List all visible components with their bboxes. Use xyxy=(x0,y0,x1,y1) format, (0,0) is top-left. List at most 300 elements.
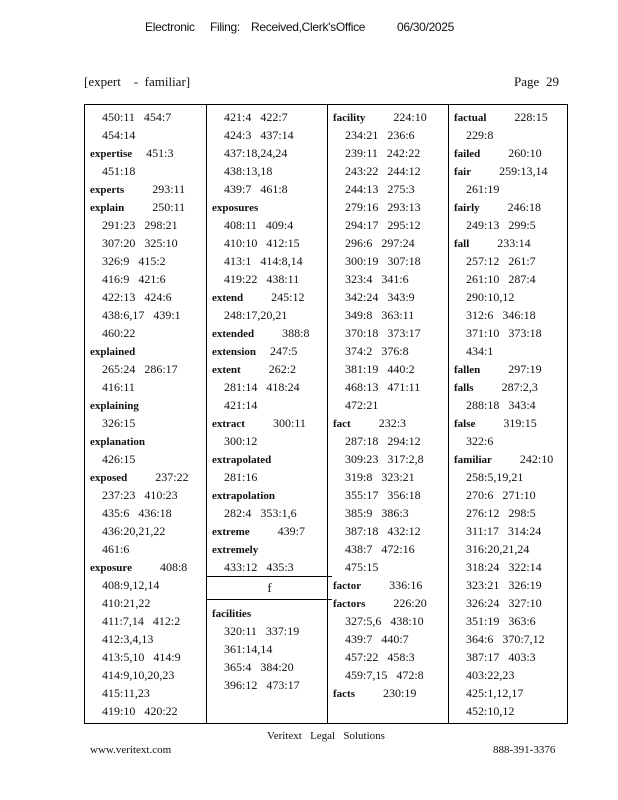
index-term-line xyxy=(333,576,448,594)
page-line-reference: 260:10 xyxy=(508,146,542,160)
index-term: exposure xyxy=(90,562,132,574)
footer-website: www.veritext.com xyxy=(90,744,172,756)
index-reference-line xyxy=(454,288,567,306)
index-term: extent xyxy=(212,364,241,376)
page-line-reference: 279:16 293:13 xyxy=(345,200,421,214)
index-term-line xyxy=(212,288,327,306)
page-line-reference: 294:17 295:12 xyxy=(345,218,421,232)
index-reference-line xyxy=(454,648,567,666)
index-reference-line xyxy=(90,612,206,630)
page-line-reference: 408:8 xyxy=(159,560,188,574)
index-reference-line xyxy=(90,702,206,720)
page-line-reference: 296:6 297:24 xyxy=(345,236,415,250)
index-term: factors xyxy=(333,598,366,610)
page-number: 29 xyxy=(546,74,559,89)
index-reference-line xyxy=(454,594,567,612)
page-line-reference: 248:17,20,21 xyxy=(224,308,288,322)
index-reference-line xyxy=(333,234,448,252)
index-reference-line xyxy=(454,558,567,576)
page-line-reference: 288:18 343:4 xyxy=(466,398,536,412)
index-term-line xyxy=(90,558,206,576)
index-term-line xyxy=(454,378,567,396)
index-term: expertise xyxy=(90,148,133,160)
page-line-reference: 258:5,19,21 xyxy=(466,470,524,484)
index-term: extrapolated xyxy=(212,454,272,466)
page-line-reference: 436:20,21,22 xyxy=(102,524,166,538)
index-range: [expert - familiar] xyxy=(84,74,191,89)
page-line-reference: 316:20,21,24 xyxy=(466,542,530,556)
index-term-line xyxy=(333,108,448,126)
index-term: extrapolation xyxy=(212,490,275,502)
page-line-reference: 434:1 xyxy=(466,344,494,358)
index-term: factor xyxy=(333,580,362,592)
page-line-reference: 281:16 xyxy=(224,470,258,484)
index-reference-line xyxy=(333,432,448,450)
page-line-reference: 320:11 337:19 xyxy=(224,624,300,638)
index-reference-line xyxy=(212,126,327,144)
index-term-line xyxy=(212,486,327,504)
page-line-reference: 327:5,6 438:10 xyxy=(345,614,424,628)
index-reference-line xyxy=(212,640,327,658)
page-line-reference: 416:9 421:6 xyxy=(102,272,166,286)
page-line-reference: 387:18 432:12 xyxy=(345,524,421,538)
index-reference-line xyxy=(212,676,327,694)
page-line-reference: 421:14 xyxy=(224,398,258,412)
index-reference-line xyxy=(90,306,206,324)
index-column-3 xyxy=(327,105,448,723)
index-reference-line xyxy=(454,630,567,648)
index-term-line xyxy=(212,414,327,432)
index-term: familiar xyxy=(454,454,492,466)
index-term: experts xyxy=(90,184,125,196)
index-term: facts xyxy=(333,688,355,700)
index-reference-line xyxy=(454,702,567,720)
page-line-reference: 371:10 373:18 xyxy=(466,326,542,340)
page-line-reference: 439:7 xyxy=(277,524,306,538)
page-line-reference: 413:1 414:8,14 xyxy=(224,254,303,268)
footer-company: Veritext Legal Solutions xyxy=(267,730,385,742)
page-line-reference: 438:7 472:16 xyxy=(345,542,415,556)
index-term-line xyxy=(454,414,567,432)
index-reference-line xyxy=(90,684,206,702)
index-term: fairly xyxy=(454,202,480,214)
index-term: fallen xyxy=(454,364,481,376)
page-line-reference: 365:4 384:20 xyxy=(224,660,294,674)
page-line-reference: 459:7,15 472:8 xyxy=(345,668,424,682)
index-reference-line xyxy=(90,522,206,540)
index-term-line xyxy=(212,522,327,540)
index-term-line xyxy=(90,468,206,486)
index-reference-line xyxy=(333,396,448,414)
index-term-line xyxy=(212,604,327,622)
stamp-received: Received,Clerk'sOffice xyxy=(251,20,366,34)
index-reference-line xyxy=(212,234,327,252)
page-line-reference: 452:10,12 xyxy=(466,704,515,718)
page-line-reference: 291:23 298:21 xyxy=(102,218,178,232)
page-line-reference: 451:18 xyxy=(102,164,136,178)
index-term-line xyxy=(333,684,448,702)
page-line-reference: 270:6 271:10 xyxy=(466,488,536,502)
page-line-reference: 311:17 314:24 xyxy=(466,524,542,538)
index-reference-line xyxy=(333,144,448,162)
page-line-reference: 276:12 298:5 xyxy=(466,506,536,520)
page-line-reference: 425:1,12,17 xyxy=(466,686,524,700)
page-line-reference: 439:7 461:8 xyxy=(224,182,288,196)
section-letter: f xyxy=(207,576,332,600)
page-line-reference: 287:18 294:12 xyxy=(345,434,421,448)
page-line-reference: 233:14 xyxy=(497,236,531,250)
index-term: fall xyxy=(454,238,470,250)
index-reference-line xyxy=(212,396,327,414)
index-reference-line xyxy=(454,666,567,684)
page-line-reference: 237:22 xyxy=(155,470,189,484)
page-line-reference: 424:3 437:14 xyxy=(224,128,294,142)
index-reference-line xyxy=(90,288,206,306)
page-line-reference: 422:13 424:6 xyxy=(102,290,172,304)
index-reference-line xyxy=(333,162,448,180)
page-line-reference: 239:11 242:22 xyxy=(345,146,421,160)
page-line-reference: 342:24 343:9 xyxy=(345,290,415,304)
page-line-reference: 457:22 458:3 xyxy=(345,650,415,664)
index-reference-line xyxy=(212,216,327,234)
index-reference-line xyxy=(333,522,448,540)
index-reference-line xyxy=(90,324,206,342)
page-line-reference: 249:13 299:5 xyxy=(466,218,536,232)
index-reference-line xyxy=(333,288,448,306)
index-column-2 xyxy=(206,105,327,723)
index-term: false xyxy=(454,418,476,430)
index-reference-line xyxy=(454,252,567,270)
index-term-line xyxy=(212,342,327,360)
page-line-reference: 226:20 xyxy=(393,596,427,610)
index-term-line xyxy=(90,198,206,216)
index-term-line xyxy=(212,540,327,558)
index-reference-line xyxy=(212,468,327,486)
index-term: falls xyxy=(454,382,474,394)
index-reference-line xyxy=(212,378,327,396)
index-term-line xyxy=(90,342,206,360)
index-term: explain xyxy=(90,202,125,214)
page-line-reference: 415:11,23 xyxy=(102,686,150,700)
index-reference-line xyxy=(90,162,206,180)
index-reference-line xyxy=(454,270,567,288)
page-line-reference: 297:19 xyxy=(508,362,542,376)
page-line-reference: 451:3 xyxy=(146,146,174,160)
page-line-reference: 326:9 415:2 xyxy=(102,254,166,268)
page-line-reference: 370:18 373:17 xyxy=(345,326,421,340)
index-term: explanation xyxy=(90,436,146,448)
index-reference-line xyxy=(333,648,448,666)
index-reference-line xyxy=(212,180,327,198)
page-line-reference: 439:7 440:7 xyxy=(345,632,409,646)
index-reference-line xyxy=(454,522,567,540)
page-line-reference: 257:12 261:7 xyxy=(466,254,536,268)
index-reference-line xyxy=(454,324,567,342)
index-reference-line xyxy=(90,540,206,558)
page-line-reference: 262:2 xyxy=(268,362,297,376)
index-reference-line xyxy=(333,666,448,684)
page-line-reference: 454:14 xyxy=(102,128,136,142)
page-line-reference: 438:6,17 439:1 xyxy=(102,308,181,322)
index-reference-line xyxy=(333,270,448,288)
index-reference-line xyxy=(454,612,567,630)
index-reference-line xyxy=(212,558,327,576)
page-line-reference: 312:6 346:18 xyxy=(466,308,536,322)
index-reference-line xyxy=(333,342,448,360)
index-term-line xyxy=(333,594,448,612)
page-line-reference: 410:21,22 xyxy=(102,596,151,610)
index-term-line xyxy=(454,360,567,378)
index-column-1 xyxy=(85,105,206,723)
index-term-line xyxy=(90,396,206,414)
index-term: explaining xyxy=(90,400,139,412)
page-line-reference: 472:21 xyxy=(345,398,379,412)
index-reference-line xyxy=(333,252,448,270)
index-reference-line xyxy=(333,126,448,144)
index-term-line xyxy=(212,324,327,342)
index-reference-line xyxy=(454,342,567,360)
index-term-line xyxy=(454,108,567,126)
index-reference-line xyxy=(454,576,567,594)
index-term-line xyxy=(90,432,206,450)
index-term-line xyxy=(90,180,206,198)
page-line-reference: 421:4 422:7 xyxy=(224,110,288,124)
page-line-reference: 245:12 xyxy=(271,290,305,304)
page-line-reference: 351:19 363:6 xyxy=(466,614,536,628)
page-line-reference: 287:2,3 xyxy=(501,380,538,394)
index-column-4 xyxy=(448,105,567,723)
page-line-reference: 300:11 xyxy=(272,416,306,430)
index-reference-line xyxy=(212,108,327,126)
index-reference-line xyxy=(454,540,567,558)
page-line-reference: 265:24 286:17 xyxy=(102,362,178,376)
page-line-reference: 250:11 xyxy=(152,200,186,214)
index-reference-line xyxy=(454,126,567,144)
index-reference-line xyxy=(333,558,448,576)
page-line-reference: 349:8 363:11 xyxy=(345,308,415,322)
filing-stamp xyxy=(0,20,618,36)
index-reference-line xyxy=(212,432,327,450)
footer-phone: 888-391-3376 xyxy=(493,744,556,756)
page-line-reference: 323:4 341:6 xyxy=(345,272,409,286)
page-line-reference: 355:17 356:18 xyxy=(345,488,421,502)
page-line-reference: 419:22 438:11 xyxy=(224,272,300,286)
page-line-reference: 244:13 275:3 xyxy=(345,182,415,196)
page-line-reference: 437:18,24,24 xyxy=(224,146,288,160)
page-line-reference: 408:11 409:4 xyxy=(224,218,294,232)
index-reference-line xyxy=(454,306,567,324)
page-line-reference: 460:22 xyxy=(102,326,136,340)
page-line-reference: 309:23 317:2,8 xyxy=(345,452,424,466)
index-term: exposed xyxy=(90,472,128,484)
index-reference-line xyxy=(212,270,327,288)
index-term: fair xyxy=(454,166,472,178)
index-reference-line xyxy=(90,594,206,612)
index-reference-line xyxy=(333,486,448,504)
page-line-reference: 411:7,14 412:2 xyxy=(102,614,181,628)
index-reference-line xyxy=(333,612,448,630)
index-term: extremely xyxy=(212,544,259,556)
index-reference-line xyxy=(90,414,206,432)
index-reference-line xyxy=(333,468,448,486)
index-reference-line xyxy=(90,666,206,684)
index-term-line xyxy=(454,234,567,252)
index-reference-line xyxy=(90,270,206,288)
page-line-reference: 300:19 307:18 xyxy=(345,254,421,268)
page-line-reference: 326:15 xyxy=(102,416,136,430)
page-line-reference: 403:22,23 xyxy=(466,668,515,682)
page-line-reference: 419:10 420:22 xyxy=(102,704,178,718)
page-line-reference: 230:19 xyxy=(383,686,417,700)
index-term-line xyxy=(212,198,327,216)
index-term-line xyxy=(454,450,567,468)
index-term-line xyxy=(454,162,567,180)
index-term: fact xyxy=(333,418,351,430)
index-reference-line xyxy=(90,576,206,594)
index-term: extended xyxy=(212,328,255,340)
page-line-reference: 319:15 xyxy=(503,416,537,430)
page-line-reference: 336:16 xyxy=(389,578,423,592)
index-reference-line xyxy=(212,306,327,324)
page-line-reference: 326:24 327:10 xyxy=(466,596,542,610)
page-line-reference: 243:22 244:12 xyxy=(345,164,421,178)
page-line-reference: 396:12 473:17 xyxy=(224,678,300,692)
page-line-reference: 416:11 xyxy=(102,380,135,394)
index-reference-line xyxy=(454,486,567,504)
page-line-reference: 361:14,14 xyxy=(224,642,273,656)
page-line-reference: 468:13 471:11 xyxy=(345,380,421,394)
page-line-reference: 414:9,10,20,23 xyxy=(102,668,175,682)
page-line-reference: 408:9,12,14 xyxy=(102,578,160,592)
page-line-reference: 438:13,18 xyxy=(224,164,273,178)
page-line-reference: 318:24 322:14 xyxy=(466,560,542,574)
index-term: facility xyxy=(333,112,366,124)
page-line-reference: 435:6 436:18 xyxy=(102,506,172,520)
page-label: Page xyxy=(514,74,540,89)
page-line-reference: 261:19 xyxy=(466,182,500,196)
page-line-reference: 381:19 440:2 xyxy=(345,362,415,376)
index-reference-line xyxy=(212,252,327,270)
page-line-reference: 232:3 xyxy=(378,416,407,430)
index-reference-line xyxy=(454,468,567,486)
index-reference-line xyxy=(454,684,567,702)
index-reference-line xyxy=(90,504,206,522)
index-reference-line xyxy=(90,378,206,396)
index-reference-line xyxy=(90,450,206,468)
page-line-reference: 388:8 xyxy=(282,326,310,340)
index-reference-line xyxy=(90,486,206,504)
page-line-reference: 323:21 326:19 xyxy=(466,578,542,592)
index-reference-line xyxy=(333,450,448,468)
page-line-reference: 412:3,4,13 xyxy=(102,632,154,646)
page-line-reference: 290:10,12 xyxy=(466,290,515,304)
page-line-reference: 259:13,14 xyxy=(499,164,548,178)
index-reference-line xyxy=(333,630,448,648)
index-term: explained xyxy=(90,346,136,358)
page-line-reference: 247:5 xyxy=(270,344,298,358)
index-reference-line xyxy=(212,622,327,640)
index-term: exposures xyxy=(212,202,259,214)
word-index-table xyxy=(84,104,568,724)
index-reference-line xyxy=(454,504,567,522)
index-term-line xyxy=(454,198,567,216)
page-line-reference: 413:5,10 414:9 xyxy=(102,650,181,664)
index-reference-line xyxy=(333,324,448,342)
page-line-reference: 319:8 323:21 xyxy=(345,470,415,484)
index-reference-line xyxy=(90,126,206,144)
index-reference-line xyxy=(333,540,448,558)
index-reference-line xyxy=(454,396,567,414)
index-reference-line xyxy=(90,360,206,378)
index-term-line xyxy=(454,144,567,162)
index-term-line xyxy=(212,450,327,468)
index-reference-line xyxy=(212,162,327,180)
index-reference-line xyxy=(454,180,567,198)
page-line-reference: 374:2 376:8 xyxy=(345,344,409,358)
page-line-reference: 426:15 xyxy=(102,452,136,466)
index-reference-line xyxy=(333,216,448,234)
index-term: extract xyxy=(212,418,245,430)
page-line-reference: 261:10 287:4 xyxy=(466,272,536,286)
page-line-reference: 246:18 xyxy=(507,200,542,214)
page-line-reference: 293:11 xyxy=(152,182,186,196)
page-line-reference: 237:23 410:23 xyxy=(102,488,178,502)
page-line-reference: 281:14 418:24 xyxy=(224,380,300,394)
index-reference-line xyxy=(333,504,448,522)
page-line-reference: 450:11 454:7 xyxy=(102,110,172,124)
index-term: factual xyxy=(454,112,487,124)
index-reference-line xyxy=(333,198,448,216)
index-reference-line xyxy=(90,630,206,648)
page-line-reference: 364:6 370:7,12 xyxy=(466,632,545,646)
index-term-line xyxy=(333,414,448,432)
index-term: facilities xyxy=(212,608,252,620)
index-term-line xyxy=(212,360,327,378)
index-reference-line xyxy=(90,252,206,270)
index-reference-line xyxy=(333,180,448,198)
index-reference-line xyxy=(212,144,327,162)
page-line-reference: 282:4 353:1,6 xyxy=(224,506,297,520)
page-line-reference: 242:10 xyxy=(519,452,554,466)
page-line-reference: 228:15 xyxy=(514,110,548,124)
page-line-reference: 387:17 403:3 xyxy=(466,650,536,664)
page-line-reference: 322:6 xyxy=(466,434,494,448)
index-reference-line xyxy=(333,378,448,396)
index-reference-line xyxy=(333,360,448,378)
index-term: extreme xyxy=(212,526,250,538)
page-line-reference: 307:20 325:10 xyxy=(102,236,178,250)
index-reference-line xyxy=(333,306,448,324)
page-line-reference: 234:21 236:6 xyxy=(345,128,415,142)
index-reference-line xyxy=(90,234,206,252)
stamp-filing: Filing: xyxy=(210,20,240,34)
index-reference-line xyxy=(454,432,567,450)
page-line-reference: 461:6 xyxy=(102,542,130,556)
index-reference-line xyxy=(90,108,206,126)
page-line-reference: 229:8 xyxy=(466,128,494,142)
page-line-reference: 410:10 412:15 xyxy=(224,236,300,250)
index-reference-line xyxy=(212,504,327,522)
index-term: extension xyxy=(212,346,256,358)
page-line-reference: 475:15 xyxy=(345,560,379,574)
page-line-reference: 300:12 xyxy=(224,434,258,448)
index-term-line xyxy=(90,144,206,162)
index-reference-line xyxy=(90,216,206,234)
index-reference-line xyxy=(90,648,206,666)
page-line-reference: 385:9 386:3 xyxy=(345,506,409,520)
page-line-reference: 433:12 435:3 xyxy=(224,560,294,574)
index-reference-line xyxy=(212,658,327,676)
